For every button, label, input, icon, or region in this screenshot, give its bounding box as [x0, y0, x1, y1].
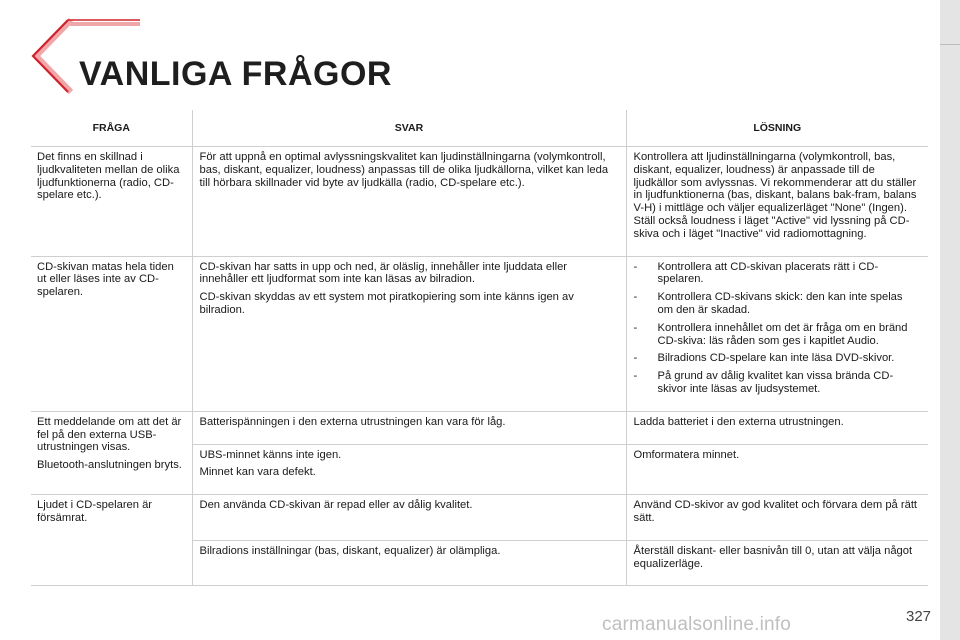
right-margin-bar [940, 0, 960, 640]
question-cell [31, 147, 192, 257]
answer-text: Bilradions inställningar (bas, diskant, equalizer) är olämpliga. [199, 544, 501, 557]
answer-text: Den använda CD-skivan är repad eller av dålig kvalitet. [199, 499, 473, 512]
question-text: Bluetooth-anslutningen bryts. [37, 459, 182, 472]
solution-cell [626, 540, 928, 586]
solution-text: Använd CD-skivor av god kvalitet och förvara dem på rätt sätt. [633, 499, 918, 524]
question-cell [31, 256, 192, 411]
answer-text: UBS-minnet känns inte igen. [199, 448, 342, 461]
list-item: - Bilradions CD-spelare kan inte läsa DVD-skivor. [634, 352, 922, 365]
list-item: - Kontrollera innehållet om det är fråga om en bränd CD-skiva: läs råden som ges i kapitlet Audio. [634, 322, 922, 348]
answer-text: För att uppnå en optimal avlyssningskvalitet kan ljudinställningarna (volymkontroll, bas, diskant, equalizer, loudness) anpassas till de olika ljudkällorna, vilket kan leda till hörbara skillnader vid byte av ljudkälla (radio, CD-spelare etc.). [199, 151, 609, 189]
question-text: Ett meddelande om att det är fel på den externa USB-utrustningen visas. [37, 415, 182, 454]
table-header-row [31, 110, 928, 147]
header-solution: LÖSNING [626, 110, 928, 147]
solution-text: Kontrollera att ljudinställningarna (volymkontroll, bas, diskant, equalizer, loudness) är anpassade till de ljudkällor som avlyssnas. Vi rekommenderar att du ställer in ljudfunktionerna (bas, diskant, balans bak-fram, balans V-H) i mittläge och väljer equalizerläget "None" (Ingen). Ställ också loudness i läget "Active" vid lyssning på CD-skiva och i läget "Inactive" vid radiomottagning. [633, 151, 917, 240]
question-text: Ljudet i CD-spelaren är försämrat. [37, 499, 153, 524]
answer-cell [192, 495, 626, 541]
answer-cell [192, 540, 626, 586]
question-text: Det finns en skillnad i ljudkvaliteten mellan de olika ljudfunktionerna (radio, CD-spelare etc.). [37, 151, 180, 202]
solution-cell [626, 444, 928, 495]
answer-text: Batterispänningen i den externa utrustningen kan vara för låg. [199, 415, 506, 428]
list-item: - Kontrollera att CD-skivan placerats rätt i CD-spelaren. [634, 261, 922, 287]
list-item: - På grund av dålig kvalitet kan vissa brända CD-skivor inte läsas av ljudsystemet. [634, 370, 922, 396]
answer-cell [192, 411, 626, 444]
solution-text: Återställ diskant- eller basnivån till 0, utan att välja något equalizerläge. [633, 544, 913, 570]
solution-cell [626, 256, 928, 411]
answer-text: CD-skivan har satts in upp och ned, är oläslig, innehåller inte ljuddata eller innehåller ett ljudformat som inte kan läsas av bilradion. [199, 260, 568, 286]
list-item: - Kontrollera CD-skivans skick: den kan inte spelas om den är skadad. [634, 291, 922, 317]
answer-cell [192, 444, 626, 495]
question-cell [31, 411, 192, 494]
answer-text: CD-skivan skyddas av ett system mot piratkopiering som inte känns igen av bilradion. [199, 291, 574, 316]
solution-cell [626, 411, 928, 444]
answer-cell [192, 147, 626, 257]
watermark: carmanualsonline.info [602, 614, 792, 635]
table-row [31, 411, 928, 444]
header-answer: SVAR [192, 110, 626, 147]
header-question: FRÅGA [31, 110, 192, 147]
page-title: VANLIGA FRÅGOR [79, 55, 392, 93]
table-row [31, 147, 928, 257]
solution-text: Omformatera minnet. [633, 448, 740, 461]
question-cell [31, 495, 192, 586]
corner-chevron-shadow [36, 20, 71, 92]
faq-table [31, 110, 928, 586]
page-number: 327 [906, 608, 932, 625]
table-row [31, 256, 928, 411]
solution-text: Ladda batteriet i den externa utrustningen. [633, 415, 844, 428]
solution-cell [626, 495, 928, 541]
table-row [31, 495, 928, 541]
answer-text: Minnet kan vara defekt. [199, 466, 316, 479]
solution-list [634, 261, 922, 396]
question-text: CD-skivan matas hela tiden ut eller läses inte av CD-spelaren. [37, 260, 174, 299]
solution-cell [626, 147, 928, 257]
answer-cell [192, 256, 626, 411]
